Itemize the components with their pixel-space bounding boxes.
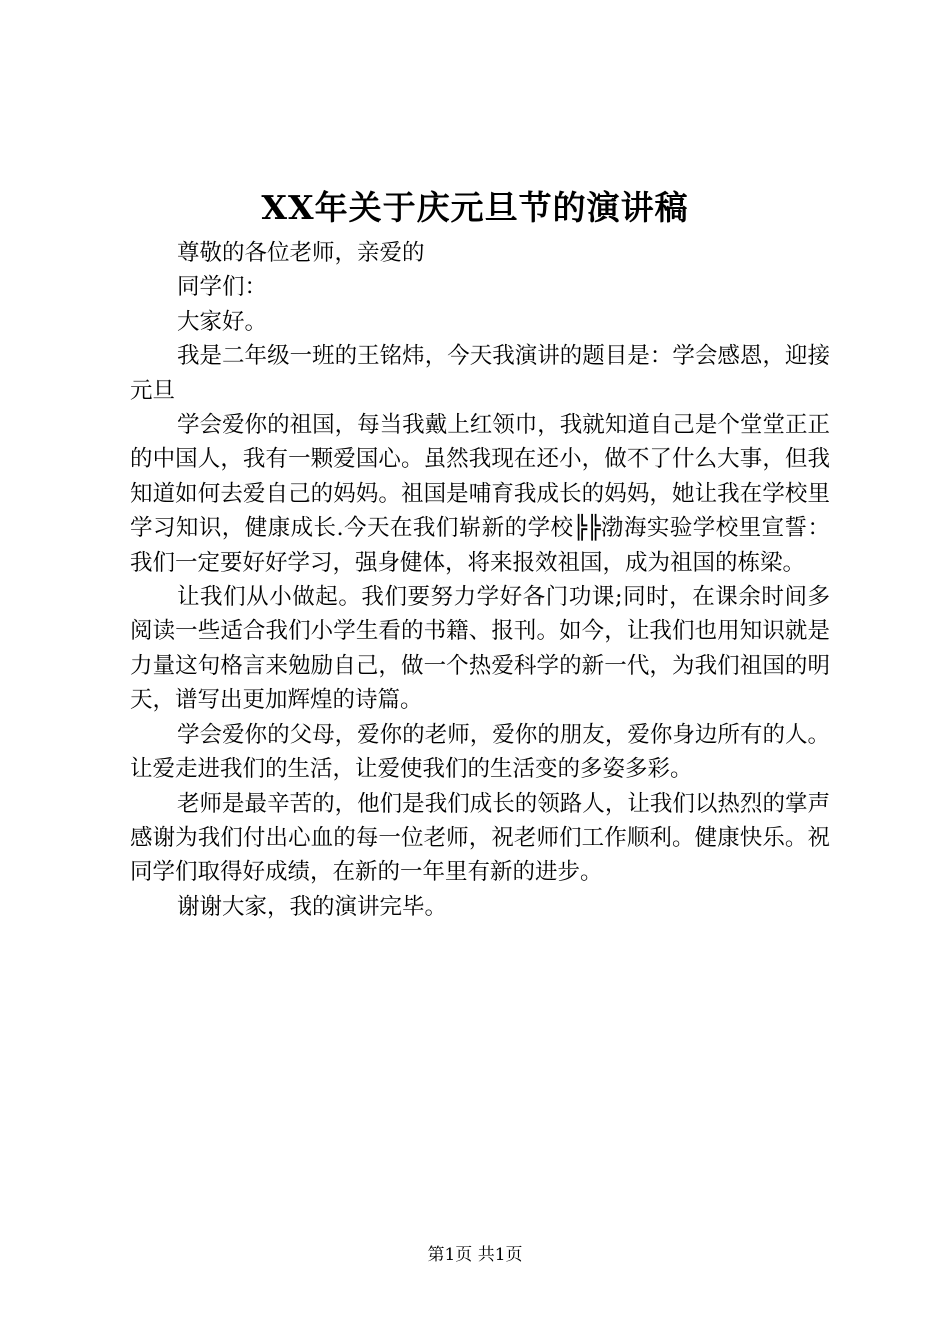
paragraph-introduction: 我是二年级一班的王铭炜，今天我演讲的题目是：学会感恩，迎接元旦: [130, 343, 830, 404]
paragraph-thank-teachers: 老师是最辛苦的，他们是我们成长的领路人，让我们以热烈的掌声感谢为我们付出心血的每一位老师，祝老师们工作顺利。健康快乐。祝同学们取得好成绩，在新的一年里有新的进步。: [130, 790, 830, 886]
paragraph-greeting-1: 尊敬的各位老师，亲爱的: [177, 240, 425, 266]
paragraph-love-country: 学会爱你的祖国，每当我戴上红领巾，我就知道自己是个堂堂正正的中国人，我有一颗爱国心。虽然我现在还小，做不了什么大事，但我知道如何去爱自己的妈妈。祖国是哺育我成长的妈妈，她让我在学校里学习知识，健康成长.今天在我们崭新的学校╠╠渤海实验学校里宣誓：我们一定要好好学习，强身健体，将来报效祖国，成为祖国的栋梁。: [130, 412, 830, 576]
paragraph-closing: 谢谢大家，我的演讲完毕。: [177, 893, 448, 920]
page-number-footer: 第1页 共1页: [427, 1245, 523, 1265]
document-body: [130, 236, 830, 924]
paragraph-study: 让我们从小做起。我们要努力学好各门功课;同时，在课余时间多阅读一些适合我们小学生看的书籍、报刊。如今，让我们也用知识就是力量这句格言来勉励自己，做一个热爱科学的新一代，为我们祖国的明天，谱写出更加辉煌的诗篇。: [130, 584, 830, 714]
paragraph-love-others: 学会爱你的父母，爱你的老师，爱你的朋友，爱你身边所有的人。让爱走进我们的生活，让爱使我们的生活变的多姿多彩。: [130, 721, 830, 783]
paragraph-greeting-2: 同学们：: [177, 274, 268, 301]
document-title: XX年关于庆元旦节的演讲稿: [261, 188, 689, 227]
paragraph-greeting-3: 大家好。: [177, 308, 268, 335]
